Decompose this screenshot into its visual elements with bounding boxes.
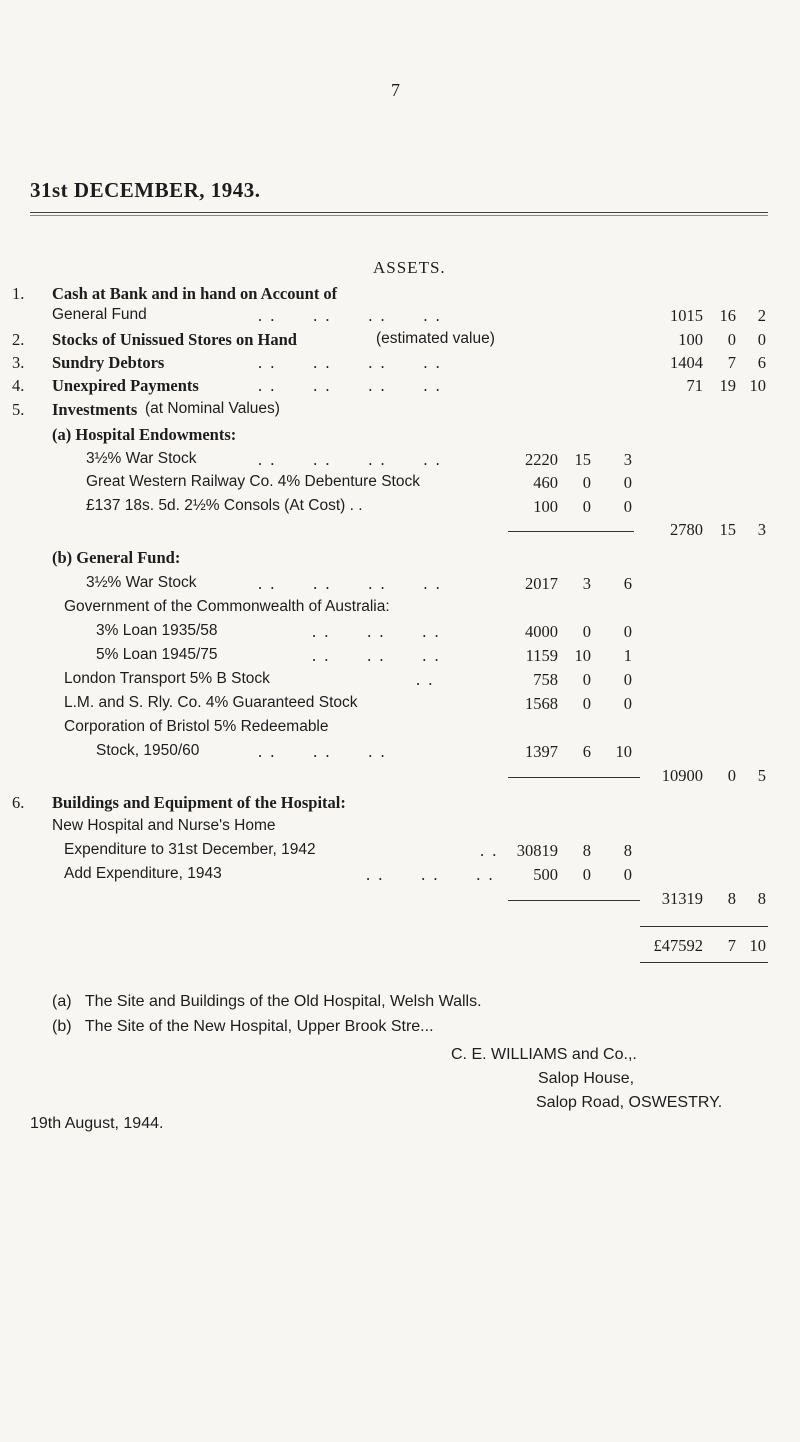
- amount-pence: 0: [623, 694, 632, 713]
- amount-pounds: 30819: [516, 841, 558, 860]
- item-1-line1: [0, 284, 800, 308]
- endowments-total: [0, 520, 800, 544]
- amount-shillings: 0: [582, 473, 591, 492]
- line-label: 5% Loan 1945/75: [96, 646, 218, 663]
- leader-dots: . .: [416, 670, 435, 689]
- leader-dots: . . . . . . . .: [258, 574, 442, 593]
- signature-firm: C. E. WILLIAMS and Co.,.: [451, 1046, 637, 1063]
- amount-shillings: 7: [727, 936, 736, 955]
- item-number: 2.: [12, 330, 25, 349]
- amount-shillings: 0: [582, 670, 591, 689]
- amount-shillings: 0: [582, 622, 591, 641]
- note-key: (b): [52, 1018, 72, 1035]
- leader-dots: . .: [480, 841, 499, 860]
- leader-dots: . . . . . . . .: [258, 353, 442, 372]
- amount-pence: 2: [757, 306, 766, 325]
- amount-pence: 8: [757, 889, 766, 908]
- amount-pounds: 1404: [670, 353, 703, 372]
- amount-pounds: 2017: [525, 574, 558, 593]
- line-label: London Transport 5% B Stock: [64, 670, 270, 687]
- signature-address-2: Salop Road, OSWESTRY.: [536, 1094, 723, 1111]
- amount-pence: 8: [623, 841, 632, 860]
- hospital-endowments-heading: (a) Hospital Endowments:: [52, 425, 237, 444]
- item-label: Cash at Bank and in hand on Account of: [52, 284, 338, 303]
- expenditure-1942: [0, 841, 800, 865]
- leader-dots: . . . . . . . .: [258, 306, 442, 325]
- amount-pounds: 1159: [525, 646, 558, 665]
- amount-shillings: 8: [582, 841, 591, 860]
- general-fund-heading: (b) General Fund:: [52, 548, 181, 567]
- line-label: L.M. and S. Rly. Co. 4% Guaranteed Stock: [64, 694, 358, 711]
- line-label: 3½% War Stock: [86, 450, 197, 467]
- amount-pounds: 1015: [670, 306, 703, 325]
- amount-pence: 3: [757, 520, 766, 539]
- item-2: [0, 330, 800, 354]
- amount-shillings: 0: [582, 694, 591, 713]
- item-label: Investments: [52, 400, 138, 419]
- general-fund-war-stock: [0, 574, 800, 598]
- amount-pence: 0: [623, 497, 632, 516]
- amount-pence: 0: [757, 330, 766, 349]
- amount-pounds: £47592: [653, 936, 703, 955]
- endowment-line: [0, 473, 800, 497]
- amount-pence: 3: [623, 450, 632, 469]
- note-key: (a): [52, 993, 72, 1010]
- item-label: Sundry Debtors: [52, 353, 165, 372]
- amount-pence: 6: [757, 353, 766, 372]
- amount-pence: 10: [749, 936, 766, 955]
- item-label: Stocks of Unissued Stores on Hand: [52, 330, 297, 349]
- item-number: 6.: [12, 793, 25, 812]
- amount-pence: 0: [623, 670, 632, 689]
- leader-dots: . . . . . .: [312, 622, 441, 641]
- amount-pounds: 1397: [525, 742, 558, 761]
- item-3: [0, 353, 800, 377]
- amount-shillings: 3: [582, 574, 591, 593]
- amount-shillings: 15: [719, 520, 736, 539]
- amount-pounds: 2220: [525, 450, 558, 469]
- amount-pounds: 758: [533, 670, 558, 689]
- leader-dots: . . . . . .: [312, 646, 441, 665]
- amount-shillings: 16: [719, 306, 736, 325]
- line-label: 3% Loan 1935/58: [96, 622, 218, 639]
- amount-shillings: 19: [719, 376, 736, 395]
- item-4: [0, 376, 800, 400]
- grand-total: [0, 936, 800, 960]
- amount-pounds: 100: [678, 330, 703, 349]
- item-number: 4.: [12, 376, 25, 395]
- amount-pounds: 71: [686, 376, 703, 395]
- amount-pounds: 4000: [525, 622, 558, 641]
- line-label: Great Western Railway Co. 4% Debenture Stock: [86, 473, 420, 490]
- leader-dots: . . . . . . . .: [258, 376, 442, 395]
- report-date: 19th August, 1944.: [30, 1115, 164, 1132]
- expenditure-1943: [0, 865, 800, 889]
- loan-line: [0, 646, 800, 670]
- endowment-line: [0, 497, 800, 521]
- page-number: 7: [391, 80, 400, 100]
- line-label: 3½% War Stock: [86, 574, 197, 591]
- amount-shillings: 10: [574, 646, 591, 665]
- item-label-suffix: (estimated value): [376, 330, 495, 347]
- amount-shillings: 8: [727, 889, 736, 908]
- amount-pounds: 460: [533, 473, 558, 492]
- title-rule-secondary: [30, 215, 768, 216]
- amount-pence: 6: [623, 574, 632, 593]
- grand-total-rule-top: [640, 926, 768, 927]
- title-rule: [30, 212, 768, 213]
- line-label: Stock, 1950/60: [96, 742, 200, 759]
- note-a: [52, 993, 482, 1011]
- line-label: £137 18s. 5d. 2½% Consols (At Cost) . .: [86, 497, 363, 514]
- note-b: [52, 1018, 434, 1036]
- amount-shillings: 0: [727, 766, 736, 785]
- loan-line: [0, 670, 800, 694]
- amount-pounds: 100: [533, 497, 558, 516]
- item-1-line2: [0, 306, 800, 330]
- amount-shillings: 0: [727, 330, 736, 349]
- section-heading: ASSETS.: [373, 258, 446, 277]
- buildings-subheading: New Hospital and Nurse's Home: [52, 817, 276, 834]
- item-number: 1.: [12, 284, 25, 303]
- amount-shillings: 0: [582, 865, 591, 884]
- item-label-line2: General Fund: [52, 306, 147, 323]
- amount-pence: 1: [623, 646, 632, 665]
- amount-pence: 10: [749, 376, 766, 395]
- bristol-line1: Corporation of Bristol 5% Redeemable: [64, 718, 329, 735]
- amount-pounds: 1568: [525, 694, 558, 713]
- date-title: 31st DECEMBER, 1943.: [30, 178, 261, 202]
- endowment-line: [0, 450, 800, 474]
- buildings-heading: 6. Buildings and Equipment of the Hospital:: [12, 793, 346, 812]
- commonwealth-heading: Government of the Commonwealth of Australia:: [64, 598, 390, 615]
- amount-shillings: 15: [574, 450, 591, 469]
- note-text: The Site of the New Hospital, Upper Brook Stre...: [84, 1018, 434, 1035]
- amount-pounds: 2780: [670, 520, 703, 539]
- buildings-total: [0, 889, 800, 913]
- item-number: 5.: [12, 400, 25, 419]
- line-label: Add Expenditure, 1943: [64, 865, 222, 882]
- amount-pence: 0: [623, 622, 632, 641]
- amount-pounds: 10900: [661, 766, 703, 785]
- leader-dots: . . . . . .: [366, 865, 495, 884]
- item-label: Unexpired Payments: [52, 376, 199, 395]
- bristol-stock-line: [0, 742, 800, 766]
- amount-pounds: 31319: [661, 889, 703, 908]
- amount-pence: 0: [623, 865, 632, 884]
- amount-shillings: 6: [582, 742, 591, 761]
- note-text: The Site and Buildings of the Old Hospital, Welsh Walls.: [84, 993, 482, 1010]
- signature-address-1: Salop House,: [538, 1070, 635, 1087]
- amount-pence: 5: [757, 766, 766, 785]
- item-5: [0, 400, 800, 424]
- amount-shillings: 7: [727, 353, 736, 372]
- amount-pounds: 500: [533, 865, 558, 884]
- amount-pence: 10: [615, 742, 632, 761]
- item-label-suffix: (at Nominal Values): [145, 400, 280, 417]
- amount-pence: 0: [623, 473, 632, 492]
- lms-stock-line: [0, 694, 800, 718]
- leader-dots: . . . . . .: [258, 742, 387, 761]
- line-label: Expenditure to 31st December, 1942: [64, 841, 316, 858]
- general-fund-total: [0, 766, 800, 790]
- grand-total-rule-bottom: [640, 962, 768, 963]
- item-number: 3.: [12, 353, 25, 372]
- leader-dots: . . . . . . . .: [258, 450, 442, 469]
- amount-shillings: 0: [582, 497, 591, 516]
- loan-line: [0, 622, 800, 646]
